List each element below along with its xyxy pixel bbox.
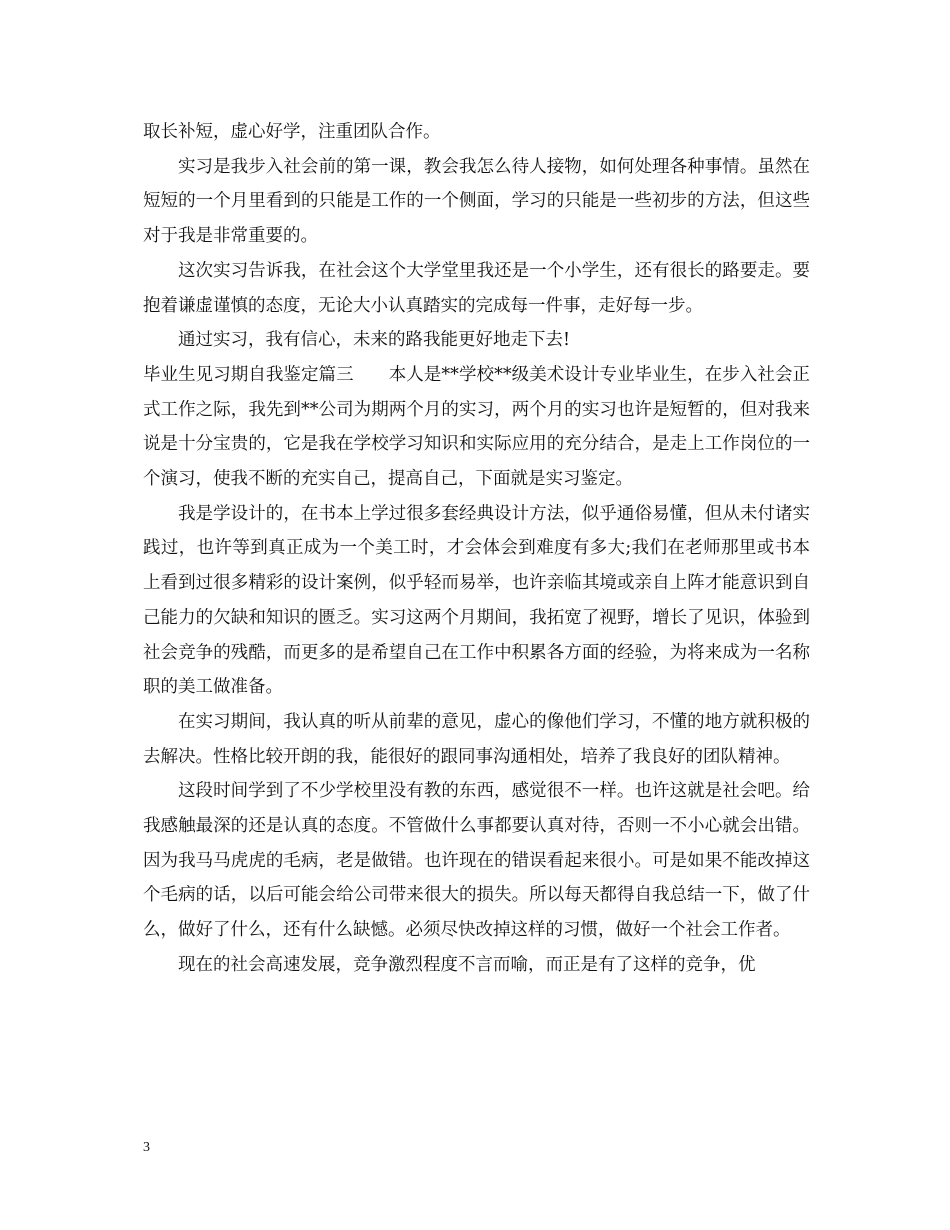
paragraph: 实习是我步入社会前的第一课，教会我怎么待人接物，如何处理各种事情。虽然在短短的一个月里看到的只能是工作的一个侧面，学习的只能是一些初步的方法，但这些对于我是非常重要的。 [143, 156, 810, 247]
paragraph: 这次实习告诉我，在社会这个大学堂里我还是一个小学生，还有很长的路要走。要抱着谦虚谨慎的态度，无论大小认真踏实的完成每一件事，走好每一步。 [143, 260, 810, 316]
section-heading-paragraph: 毕业生见习期自我鉴定篇三 本人是**学校**级美术设计专业毕业生，在步入社会正式工作之际，我先到**公司为期两个月的实习，两个月的实习也许是短暂的，但对我来说是十分宝贵的，它是我在学校学习知识和实际应用的充分结合，是走上工作岗位的一个演习，使我不断的充实自己，提高自己，下面就是实习鉴定。 [143, 364, 810, 490]
paragraph: 这段时间学到了不少学校里没有教的东西，感觉很不一样。也许这就是社会吧。给我感触最深的还是认真的态度。不管做什么事都要认真对待，否则一不小心就会出错。因为我马马虎虎的毛病，老是做错。也许现在的错误看起来很小。可是如果不能改掉这个毛病的话，以后可能会给公司带来很大的损失。所以每天都得自我总结一下，做了什么，做好了什么，还有什么缺憾。必须尽快改掉这样的习惯，做好一个社会工作者。 [143, 781, 810, 941]
paragraph: 现在的社会高速发展，竞争激烈程度不言而喻，而正是有了这样的竞争，优 [178, 954, 756, 975]
document-body [143, 115, 810, 983]
page-number: 3 [143, 1140, 150, 1155]
paragraph: 取长补短，虚心好学，注重团队合作。 [143, 122, 441, 142]
paragraph: 我是学设计的，在书本上学过很多套经典设计方法，似乎通俗易懂，但从未付诸实践过，也许等到真正成为一个美工时，才会体会到难度有多大;我们在老师那里或书本上看到过很多精彩的设计案例，似乎轻而易举，也许亲临其境或亲自上阵才能意识到自己能力的欠缺和知识的匮乏。实习这两个月期间，我拓宽了视野，增长了见识，体验到社会竞争的残酷，而更多的是希望自己在工作中积累各方面的经验，为将来成为一名称职的美工做准备。 [143, 503, 810, 698]
paragraph: 通过实习，我有信心，未来的路我能更好地走下去! [178, 330, 571, 351]
paragraph: 在实习期间，我认真的听从前辈的意见，虚心的像他们学习，不懂的地方就积极的去解决。性格比较开朗的我，能很好的跟同事沟通相处，培养了我良好的团队精神。 [143, 711, 810, 767]
